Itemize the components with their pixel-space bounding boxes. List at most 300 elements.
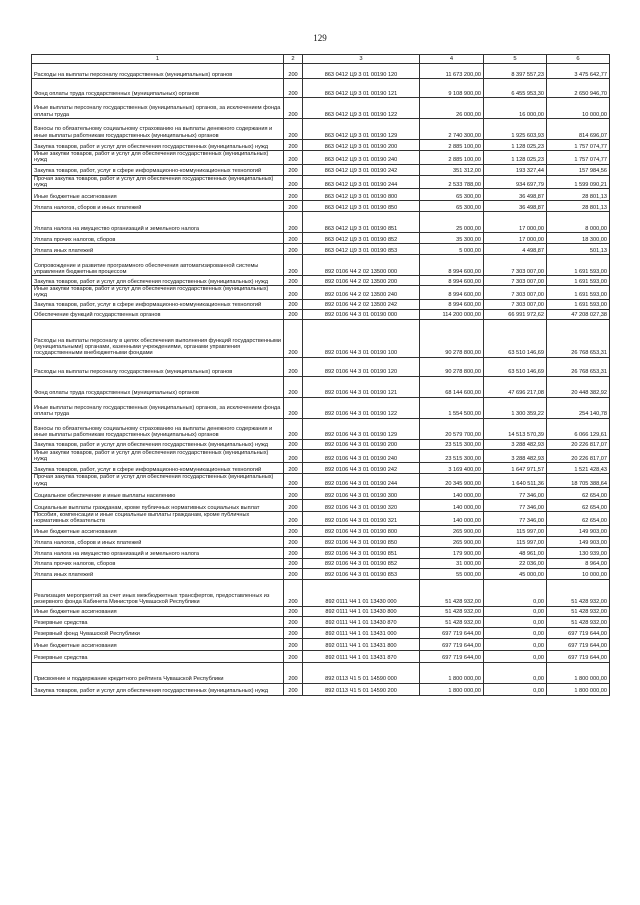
table-row [32, 511, 610, 525]
table-cell: 200 [284, 525, 303, 536]
table-cell: 863 0412 Ц9 3 01 00190 120 [303, 64, 420, 79]
table-cell: Прочая закупка товаров, работ и услуг для обеспечения государственных (муниципальных) нужд [32, 175, 284, 189]
table-cell: 697 719 644,00 [547, 650, 610, 662]
table-cell: 23 515 300,00 [420, 449, 484, 463]
table-cell: 0,00 [484, 683, 547, 695]
table-cell: 863 0412 Ц9 3 01 00190 800 [303, 189, 420, 201]
header-row [32, 55, 610, 64]
table-cell: 200 [284, 175, 303, 189]
table-cell: 892 0106 Ч4 2 02 13500 200 [303, 276, 420, 286]
table-cell: 140 000,00 [420, 511, 484, 525]
header-cell: 2 [284, 55, 303, 64]
table-cell: 200 [284, 463, 303, 474]
table-cell: 149 903,00 [547, 525, 610, 536]
table-cell: 863 0412 Ц9 3 01 00190 121 [303, 79, 420, 98]
table-cell: Фонд оплаты труда государственных (муниципальных) органов [32, 376, 284, 397]
table-cell: 1 128 025,23 [484, 140, 547, 151]
table-cell: 697 719 644,00 [420, 638, 484, 650]
table-cell: 2 885 100,00 [420, 151, 484, 165]
table-cell: Закупка товаров, работ и услуг для обеспечения государственных (муниципальных) нужд [32, 683, 284, 695]
table-cell: 863 0412 Ц9 3 01 00190 242 [303, 164, 420, 175]
table-cell: 200 [284, 119, 303, 140]
table-cell: 697 719 644,00 [420, 650, 484, 662]
table-cell: Закупка товаров, работ и услуг для обеспечения государственных (муниципальных) нужд [32, 140, 284, 151]
table-cell: 1 554 500,00 [420, 397, 484, 418]
table-cell: 5 000,00 [420, 244, 484, 255]
table-cell: 934 697,79 [484, 175, 547, 189]
table-row [32, 638, 610, 650]
table-cell: 26 000,00 [420, 98, 484, 119]
table-cell: Иные выплаты персоналу государственных (муниципальных) органов, за исключением фонда оплаты труда [32, 397, 284, 418]
table-cell: 892 0106 Ч4 3 01 00190 850 [303, 536, 420, 547]
header-cell: 3 [303, 55, 420, 64]
table-cell: 2 740 300,00 [420, 119, 484, 140]
table-cell: 200 [284, 627, 303, 638]
table-cell: 51 428 932,00 [547, 579, 610, 606]
table-cell: 351 312,00 [420, 164, 484, 175]
table-cell: 892 0106 Ч4 3 01 00190 320 [303, 499, 420, 511]
table-cell: 23 515 300,00 [420, 439, 484, 449]
table-cell: 200 [284, 376, 303, 397]
table-cell: 1 691 593,00 [547, 255, 610, 276]
table-cell: 90 278 800,00 [420, 319, 484, 357]
table-cell: 1 925 603,93 [484, 119, 547, 140]
table-cell: 114 200 000,00 [420, 309, 484, 319]
table-cell: 4 498,87 [484, 244, 547, 255]
table-row [32, 309, 610, 319]
table-cell: 25 000,00 [420, 212, 484, 233]
table-row [32, 244, 610, 255]
table-cell: 0,00 [484, 638, 547, 650]
table-cell: 115 997,00 [484, 536, 547, 547]
table-cell: 200 [284, 201, 303, 212]
table-cell: Уплата налогов, сборов и иных платежей [32, 201, 284, 212]
table-cell: 863 0412 Ц9 3 01 00190 853 [303, 244, 420, 255]
table-row [32, 201, 610, 212]
table-cell: 254 140,78 [547, 397, 610, 418]
table-cell: 18 705 388,64 [547, 474, 610, 488]
table-cell: 51 428 932,00 [420, 616, 484, 627]
table-cell: Социальное обеспечение и иные выплаты населению [32, 487, 284, 499]
table-cell: 200 [284, 499, 303, 511]
table-cell: 200 [284, 616, 303, 627]
table-cell: 892 0106 Ч4 2 02 13500 242 [303, 299, 420, 309]
table-cell: 36 498,87 [484, 201, 547, 212]
table-cell: 200 [284, 140, 303, 151]
table-cell: 200 [284, 212, 303, 233]
table-row [32, 650, 610, 662]
table-cell: 892 0106 Ч4 3 01 00190 240 [303, 449, 420, 463]
table-cell: 863 0412 Ц9 3 01 00190 240 [303, 151, 420, 165]
table-cell: Уплата иных платежей [32, 568, 284, 579]
table-cell: 0,00 [484, 579, 547, 606]
table-row [32, 627, 610, 638]
table-cell: Закупка товаров, работ, услуг в сфере информационно-коммуникационных технологий [32, 299, 284, 309]
table-cell: 892 0106 Ч4 3 01 00190 852 [303, 558, 420, 568]
table-cell: 200 [284, 662, 303, 683]
table-cell: 200 [284, 579, 303, 606]
table-cell: 45 000,00 [484, 568, 547, 579]
table-cell: 7 303 007,00 [484, 276, 547, 286]
table-cell: 55 000,00 [420, 568, 484, 579]
table-row [32, 299, 610, 309]
table-cell: 1 640 511,36 [484, 474, 547, 488]
table-cell: 8 994 600,00 [420, 286, 484, 300]
table-cell: Сопровождение и развитие программного обеспечения автоматизированной системы управления бюджетным процессом [32, 255, 284, 276]
table-cell: 3 169 400,00 [420, 463, 484, 474]
table-cell: 892 0106 Ч4 3 01 00190 100 [303, 319, 420, 357]
table-row [32, 579, 610, 606]
table-cell: Уплата налогов, сборов и иных платежей [32, 536, 284, 547]
header-cell: 6 [547, 55, 610, 64]
table-cell: 200 [284, 233, 303, 244]
table-cell: 892 0106 Ч4 3 01 00190 122 [303, 397, 420, 418]
table-cell: 892 0111 Ч4 1 01 13430 800 [303, 606, 420, 616]
table-cell: 65 300,00 [420, 201, 484, 212]
table-cell: 200 [284, 439, 303, 449]
table-cell: 63 510 146,69 [484, 357, 547, 376]
table-cell: 16 000,00 [484, 98, 547, 119]
table-cell: Реализация мероприятий за счет иных межбюджетных трансфертов, предоставленных из резервного фонда Кабинета Министров Чувашской Республики [32, 579, 284, 606]
table-row [32, 119, 610, 140]
table-cell: Иные бюджетные ассигнования [32, 525, 284, 536]
table-cell: Резервные средства [32, 616, 284, 627]
table-cell: 697 719 644,00 [420, 627, 484, 638]
table-row [32, 164, 610, 175]
table-cell: 51 428 932,00 [547, 616, 610, 627]
table-cell: 90 278 800,00 [420, 357, 484, 376]
table-cell: 200 [284, 568, 303, 579]
table-row [32, 449, 610, 463]
table-cell: 47 208 027,38 [547, 309, 610, 319]
table-cell: 10 000,00 [547, 568, 610, 579]
table-cell: Расходы на выплаты персоналу государственных (муниципальных) органов [32, 64, 284, 79]
table-cell: 0,00 [484, 662, 547, 683]
table-cell: 863 0412 Ц9 3 01 00190 851 [303, 212, 420, 233]
table-cell: 892 0106 Ч4 3 01 00190 200 [303, 439, 420, 449]
table-cell: 20 448 382,92 [547, 376, 610, 397]
table-cell: 14 513 570,39 [484, 418, 547, 439]
table-cell: 65 300,00 [420, 189, 484, 201]
table-cell: 892 0106 Ч4 3 01 00190 121 [303, 376, 420, 397]
table-cell: 892 0106 Ч4 2 02 13500 240 [303, 286, 420, 300]
table-row [32, 487, 610, 499]
table-cell: 697 719 644,00 [547, 627, 610, 638]
table-cell: 200 [284, 79, 303, 98]
table-cell: 0,00 [484, 606, 547, 616]
table-cell: 265 900,00 [420, 525, 484, 536]
table-cell: 200 [284, 511, 303, 525]
table-cell: 10 000,00 [547, 98, 610, 119]
table-cell: 892 0106 Ч4 3 01 00190 120 [303, 357, 420, 376]
table-cell: 130 939,00 [547, 547, 610, 558]
table-cell: 200 [284, 606, 303, 616]
table-row [32, 212, 610, 233]
table-cell: 28 801,13 [547, 189, 610, 201]
table-row [32, 499, 610, 511]
table-cell: 8 994 600,00 [420, 276, 484, 286]
table-cell: 6 455 953,30 [484, 79, 547, 98]
table-row [32, 64, 610, 79]
table-cell: 863 0412 Ц9 3 01 00190 122 [303, 98, 420, 119]
table-cell: 200 [284, 164, 303, 175]
table-cell: 17 000,00 [484, 233, 547, 244]
table-cell: 1 800 000,00 [547, 662, 610, 683]
table-cell: 62 654,00 [547, 511, 610, 525]
table-cell: Закупка товаров, работ, услуг в сфере информационно-коммуникационных технологий [32, 463, 284, 474]
table-cell: Иные закупки товаров, работ и услуг для обеспечения государственных (муниципальных) нужд [32, 286, 284, 300]
table-cell: 200 [284, 299, 303, 309]
table-row [32, 525, 610, 536]
table-body [32, 64, 610, 696]
table-row [32, 683, 610, 695]
table-cell: 200 [284, 319, 303, 357]
table-cell: Иные закупки товаров, работ и услуг для обеспечения государственных (муниципальных) нужд [32, 449, 284, 463]
table-cell: 200 [284, 276, 303, 286]
table-cell: 77 346,00 [484, 499, 547, 511]
table-cell: 0,00 [484, 616, 547, 627]
table-cell: 149 903,00 [547, 536, 610, 547]
table-cell: 892 0111 Ч4 1 01 13430 000 [303, 579, 420, 606]
table-row [32, 376, 610, 397]
table-row [32, 175, 610, 189]
table-cell: 892 0106 Ч4 3 01 00190 851 [303, 547, 420, 558]
table-cell: 892 0106 Ч4 3 01 00190 321 [303, 511, 420, 525]
table-cell: Иные закупки товаров, работ и услуг для обеспечения государственных (муниципальных) нужд [32, 151, 284, 165]
table-cell: 2 885 100,00 [420, 140, 484, 151]
table-cell: 22 036,00 [484, 558, 547, 568]
table-cell: 200 [284, 244, 303, 255]
table-cell: 66 991 972,62 [484, 309, 547, 319]
table-cell: 2 650 946,70 [547, 79, 610, 98]
table-cell: 62 654,00 [547, 499, 610, 511]
table-cell: 7 303 007,00 [484, 299, 547, 309]
table-cell: 193 327,44 [484, 164, 547, 175]
table-cell: 20 579 700,00 [420, 418, 484, 439]
table-row [32, 474, 610, 488]
table-cell: 17 000,00 [484, 212, 547, 233]
table-cell: 48 961,00 [484, 547, 547, 558]
table-cell: 8 000,00 [547, 212, 610, 233]
table-cell: 200 [284, 98, 303, 119]
table-cell: 47 696 217,08 [484, 376, 547, 397]
table-cell: 200 [284, 397, 303, 418]
table-cell: Уплата налога на имущество организаций и земельного налога [32, 547, 284, 558]
table-row [32, 606, 610, 616]
table-cell: 200 [284, 64, 303, 79]
table-cell: 814 696,07 [547, 119, 610, 140]
table-cell: 892 0113 Ч1 5 01 14590 000 [303, 662, 420, 683]
table-row [32, 463, 610, 474]
table-cell: 36 498,87 [484, 189, 547, 201]
header-cell: 5 [484, 55, 547, 64]
table-cell: 20 345 900,00 [420, 474, 484, 488]
table-cell: Иные бюджетные ассигнования [32, 638, 284, 650]
table-cell: 2 533 788,00 [420, 175, 484, 189]
table-cell: Взносы по обязательному социальному страхованию на выплаты денежного содержания и иные выплаты работникам государственных (муниципальных) органов [32, 418, 284, 439]
table-cell: 863 0412 Ц9 3 01 00190 244 [303, 175, 420, 189]
table-row [32, 98, 610, 119]
table-cell: 9 108 900,00 [420, 79, 484, 98]
table-cell: 200 [284, 683, 303, 695]
table-cell: 200 [284, 558, 303, 568]
table-cell: Резервный фонд Чувашской Республики [32, 627, 284, 638]
table-cell: 8 397 557,23 [484, 64, 547, 79]
table-cell: 51 428 932,00 [547, 606, 610, 616]
table-cell: 892 0111 Ч4 1 01 13431 000 [303, 627, 420, 638]
table-cell: 892 0113 Ч1 5 01 14590 200 [303, 683, 420, 695]
table-cell: 20 226 817,07 [547, 439, 610, 449]
table-cell: 11 673 200,00 [420, 64, 484, 79]
table-cell: 200 [284, 357, 303, 376]
table-cell: 62 654,00 [547, 487, 610, 499]
table-cell: 0,00 [484, 627, 547, 638]
table-cell: 200 [284, 449, 303, 463]
table-row [32, 255, 610, 276]
table-cell: Расходы на выплаты персоналу государственных (муниципальных) органов [32, 357, 284, 376]
table-cell: 892 0106 Ч4 3 01 00190 853 [303, 568, 420, 579]
table-row [32, 616, 610, 627]
table-cell: Иные бюджетные ассигнования [32, 606, 284, 616]
header-cell: 1 [32, 55, 284, 64]
table-cell: 115 997,00 [484, 525, 547, 536]
table-cell: 63 510 146,69 [484, 319, 547, 357]
table-cell: 35 300,00 [420, 233, 484, 244]
table-cell: 697 719 644,00 [547, 638, 610, 650]
table-row [32, 79, 610, 98]
table-row [32, 151, 610, 165]
header-cell: 4 [420, 55, 484, 64]
table-cell: 8 964,00 [547, 558, 610, 568]
table-cell: 68 144 600,00 [420, 376, 484, 397]
table-cell: Присвоение и поддержание кредитного рейтинга Чувашской Республики [32, 662, 284, 683]
table-cell: 200 [284, 286, 303, 300]
table-cell: 200 [284, 151, 303, 165]
table-cell: 179 900,00 [420, 547, 484, 558]
table-cell: Взносы по обязательному социальному страхованию на выплаты денежного содержания и иные выплаты работникам государственных (муниципальных) органов [32, 119, 284, 140]
table-cell: Социальные выплаты гражданам, кроме публичных нормативных социальных выплат [32, 499, 284, 511]
table-cell: 3 288 482,93 [484, 439, 547, 449]
table-cell: 892 0106 Ч4 3 01 00190 129 [303, 418, 420, 439]
table-cell: 1 691 593,00 [547, 299, 610, 309]
table-row [32, 439, 610, 449]
table-cell: Иные выплаты персоналу государственных (муниципальных) органов, за исключением фонда оплаты труда [32, 98, 284, 119]
table-cell: Закупка товаров, работ и услуг для обеспечения государственных (муниципальных) нужд [32, 276, 284, 286]
table-cell: 200 [284, 487, 303, 499]
table-cell: Закупка товаров, работ и услуг для обеспечения государственных (муниципальных) нужд [32, 439, 284, 449]
table-cell: 200 [284, 638, 303, 650]
table-cell: 1 757 074,77 [547, 140, 610, 151]
table-cell: 200 [284, 474, 303, 488]
table-cell: 77 346,00 [484, 487, 547, 499]
table-cell: 1 691 593,00 [547, 286, 610, 300]
table-cell: 140 000,00 [420, 487, 484, 499]
table-cell: 1 800 000,00 [420, 683, 484, 695]
table-cell: Иные бюджетные ассигнования [32, 189, 284, 201]
table-cell: 892 0106 Ч4 3 01 00190 242 [303, 463, 420, 474]
table-cell: Пособия, компенсации и иные социальные выплаты гражданам, кроме публичных нормативных обязательств [32, 511, 284, 525]
table-cell: 31 000,00 [420, 558, 484, 568]
table-cell: 892 0111 Ч4 1 01 13431 870 [303, 650, 420, 662]
table-cell: Резервные средства [32, 650, 284, 662]
table-cell: 863 0412 Ц9 3 01 00190 200 [303, 140, 420, 151]
table-row [32, 276, 610, 286]
table-cell: 1 300 359,22 [484, 397, 547, 418]
table-row [32, 547, 610, 558]
table-cell: 265 900,00 [420, 536, 484, 547]
table-cell: 892 0106 Ч4 3 01 00190 800 [303, 525, 420, 536]
table-cell: 26 768 653,31 [547, 319, 610, 357]
table-cell: 200 [284, 536, 303, 547]
table-row [32, 568, 610, 579]
table-cell: Расходы на выплаты персоналу в целях обеспечения выполнения функций государственными (муниципальными) органами, казенными учреждениями, органами управления государственными внебюджетными фондами [32, 319, 284, 357]
table-cell: 7 303 007,00 [484, 286, 547, 300]
table-cell: 1 800 000,00 [547, 683, 610, 695]
table-cell: 892 0106 Ч4 3 01 00190 244 [303, 474, 420, 488]
table-cell: 18 300,00 [547, 233, 610, 244]
table-cell: Прочая закупка товаров, работ и услуг для обеспечения государственных (муниципальных) нужд [32, 474, 284, 488]
table-cell: 1 647 971,57 [484, 463, 547, 474]
table-row [32, 357, 610, 376]
table-cell: Закупка товаров, работ, услуг в сфере информационно-коммуникационных технологий [32, 164, 284, 175]
table-cell: 7 303 007,00 [484, 255, 547, 276]
table-cell: Уплата налога на имущество организаций и земельного налога [32, 212, 284, 233]
table-cell: 1 691 593,00 [547, 276, 610, 286]
table-cell: 892 0106 Ч4 2 02 13500 000 [303, 255, 420, 276]
table-cell: 28 801,13 [547, 201, 610, 212]
table-cell: 200 [284, 255, 303, 276]
table-cell: 892 0111 Ч4 1 01 13430 870 [303, 616, 420, 627]
budget-table [31, 54, 610, 696]
table-cell: 0,00 [484, 650, 547, 662]
table-cell: 1 599 090,21 [547, 175, 610, 189]
table-cell: 3 475 642,77 [547, 64, 610, 79]
table-row [32, 536, 610, 547]
table-cell: 26 768 653,31 [547, 357, 610, 376]
table-cell: 8 994 600,00 [420, 255, 484, 276]
table-cell: 77 346,00 [484, 511, 547, 525]
table-cell: 200 [284, 309, 303, 319]
table-row [32, 189, 610, 201]
table-cell: 1 128 025,23 [484, 151, 547, 165]
table-cell: 863 0412 Ц9 3 01 00190 850 [303, 201, 420, 212]
table-row [32, 418, 610, 439]
table-cell: 140 000,00 [420, 499, 484, 511]
table-cell: 200 [284, 189, 303, 201]
table-cell: Уплата прочих налогов, сборов [32, 558, 284, 568]
table-cell: Обеспечение функций государственных органов [32, 309, 284, 319]
table-cell: 3 288 482,93 [484, 449, 547, 463]
table-cell: 51 428 932,00 [420, 579, 484, 606]
table-row [32, 286, 610, 300]
table-cell: Фонд оплаты труда государственных (муниципальных) органов [32, 79, 284, 98]
table-cell: 892 0106 Ч4 3 01 00190 000 [303, 309, 420, 319]
table-cell: 200 [284, 547, 303, 558]
table-cell: 6 066 129,61 [547, 418, 610, 439]
table-row [32, 558, 610, 568]
table-cell: 1 521 428,43 [547, 463, 610, 474]
table-cell: 863 0412 Ц9 3 01 00190 129 [303, 119, 420, 140]
table-row [32, 319, 610, 357]
table-cell: 157 984,56 [547, 164, 610, 175]
table-cell: 892 0111 Ч4 1 01 13431 800 [303, 638, 420, 650]
table-cell: 51 428 932,00 [420, 606, 484, 616]
table-row [32, 140, 610, 151]
table-cell: Уплата иных платежей [32, 244, 284, 255]
table-cell: 1 800 000,00 [420, 662, 484, 683]
table-cell: 20 226 817,07 [547, 449, 610, 463]
table-row [32, 233, 610, 244]
